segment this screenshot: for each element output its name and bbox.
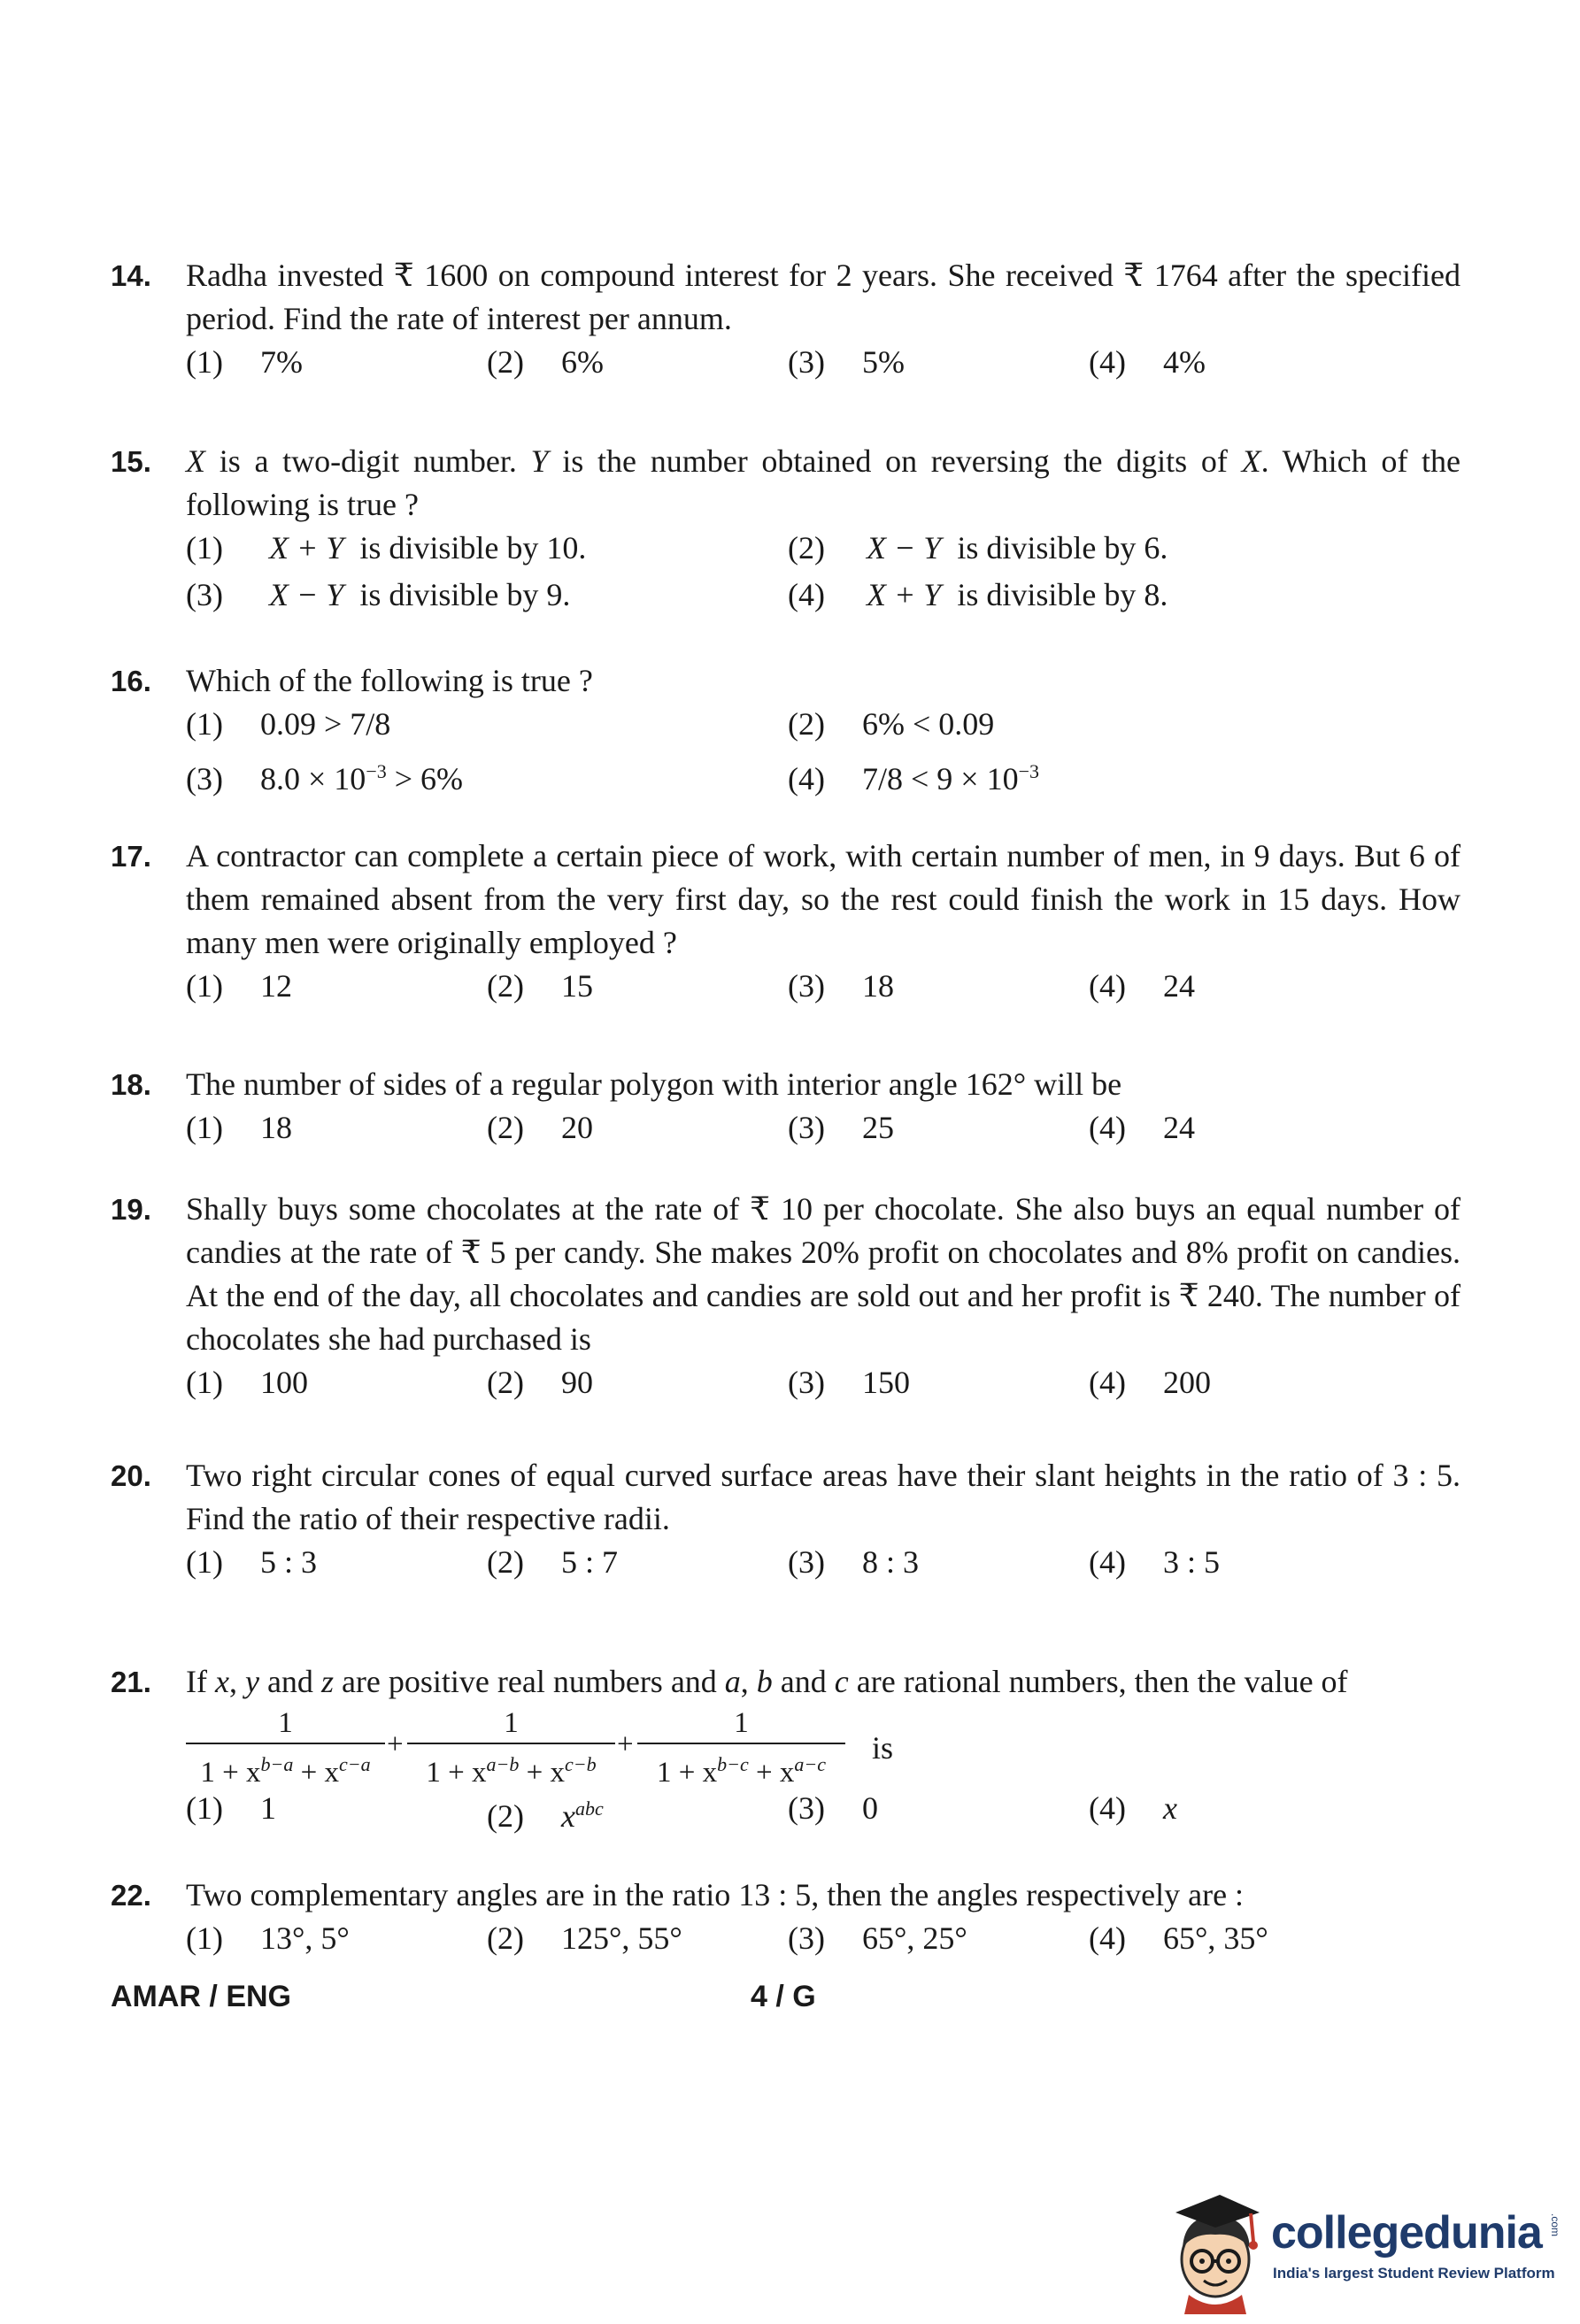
question-text: Two complementary angles are in the ratio 13 : 5, then the angles respectively are : <box>186 1877 1245 1912</box>
option-1: (1) 18 <box>186 1110 292 1145</box>
option-3: (3) 25 <box>788 1110 894 1145</box>
option-3: (3) $8.0 \times 10^{-3} > 6\%$ <box>186 760 464 796</box>
option-4: (4) 65°, 35° <box>1089 1920 1268 1956</box>
options-row <box>186 341 1461 388</box>
question-text: If x, y and z are positive real numbers and a, b and c are rational numbers, then the value of <box>186 1664 1348 1699</box>
question-number: 14. <box>111 259 151 292</box>
footer-code: AMAR / ENG <box>111 1980 291 2013</box>
options-row <box>186 750 1461 796</box>
options-row <box>186 1787 1461 1834</box>
question-text: A contractor can complete a certain piece of work, with certain number of men, in 9 days. But 6 of them remained absent from the very first day, so the rest could finish the work in 15 days. How many men were originally employed ? <box>186 838 1461 960</box>
option-3: (3) 150 <box>788 1365 910 1400</box>
option-3: (3) 0 <box>788 1790 878 1826</box>
option-1: (1) X + Y is divisible by 10. <box>186 530 587 566</box>
option-1: (1) 5 : 3 <box>186 1544 318 1580</box>
options-row <box>186 1541 1461 1588</box>
options-row <box>186 1106 1461 1153</box>
question-18 <box>111 1063 1461 1153</box>
options-row <box>186 573 1461 620</box>
question-number: 22. <box>111 1879 151 1912</box>
collegedunia-logo[interactable] <box>1167 2182 1565 2314</box>
logo-wordmark: collegedunia <box>1271 2207 1542 2259</box>
question-number: 17. <box>111 840 151 873</box>
option-4: (4) X + Y is divisible by 8. <box>788 577 1168 612</box>
option-4: (4) 3 : 5 <box>1089 1544 1221 1580</box>
logo-domain: .com <box>1549 2213 1561 2237</box>
question-text: Shally buys some chocolates at the rate of ₹ 10 per chocolate. She also buys an equal number of candies at the rate of ₹ 5 per candy. She makes 20% profit on chocolates and 8% profit on candies. At the end of the day, all chocolates and candies are sold out and her profit is ₹ 240. The number of chocolates she had purchased is <box>186 1191 1461 1357</box>
option-2: (2) 5 : 7 <box>487 1544 619 1580</box>
question-number: 19. <box>111 1193 151 1226</box>
option-3: (3) 8 : 3 <box>788 1544 920 1580</box>
question-19 <box>111 1188 1461 1408</box>
fraction-1: 1 $1 + x^{b-a} + x^{c-a}$ <box>186 1704 385 1793</box>
page-number: 4 / G <box>751 1980 816 2013</box>
question-17 <box>111 835 1461 1012</box>
question-number: 18. <box>111 1068 151 1101</box>
options-row <box>186 703 1461 750</box>
option-2: (2) X − Y is divisible by 6. <box>788 530 1168 566</box>
options-row <box>186 1917 1461 1964</box>
option-2: (2) 15 <box>487 968 593 1004</box>
option-4: (4) x <box>1089 1790 1177 1826</box>
option-4: (4) 24 <box>1089 1110 1195 1145</box>
question-text: Which of the following is true ? <box>186 663 593 698</box>
option-1: (1) 1 <box>186 1790 276 1826</box>
expression-tail: is <box>872 1730 894 1766</box>
question-15 <box>111 440 1461 620</box>
plus-sign: + <box>617 1728 634 1760</box>
option-2: (2) 6% <box>487 344 604 380</box>
question-14 <box>111 254 1461 388</box>
question-21 <box>111 1660 1461 1834</box>
mascot-icon <box>1167 2182 1264 2314</box>
option-2: (2) 125°, 55° <box>487 1920 682 1956</box>
option-1: (1) 0.09 > 7/8 <box>186 706 391 742</box>
question-text: Radha invested ₹ 1600 on compound interest for 2 years. She received ₹ 1764 after the specified period. Find the rate of interest per annum. <box>186 258 1461 336</box>
question-text: X is a two-digit number. Y is the number obtained on reversing the digits of X. Which of the following is true ? <box>186 443 1461 522</box>
option-4: (4) $7/8 < 9 \times 10^{-3}$ <box>788 760 1040 796</box>
question-20 <box>111 1454 1461 1588</box>
options-row <box>186 527 1461 573</box>
option-3: (3) 5% <box>788 344 905 380</box>
options-row <box>186 1361 1461 1408</box>
option-1: (1) 100 <box>186 1365 308 1400</box>
question-number: 21. <box>111 1666 151 1698</box>
option-3: (3) X − Y is divisible by 9. <box>186 577 571 612</box>
fraction-3: 1 $1 + x^{b-c} + x^{a-c}$ <box>637 1704 845 1793</box>
question-number: 16. <box>111 665 151 697</box>
question-16 <box>111 659 1461 796</box>
option-1: (1) 13°, 5° <box>186 1920 350 1956</box>
option-4: (4) 4% <box>1089 344 1206 380</box>
option-2: (2) 20 <box>487 1110 593 1145</box>
question-number: 20. <box>111 1459 151 1492</box>
option-4: (4) 24 <box>1089 968 1195 1004</box>
question-text: The number of sides of a regular polygon with interior angle 162° will be <box>186 1066 1122 1102</box>
options-row <box>186 965 1461 1012</box>
plus-sign: + <box>387 1728 404 1760</box>
option-1: (1) 12 <box>186 968 292 1004</box>
option-4: (4) 200 <box>1089 1365 1211 1400</box>
option-1: (1) 7% <box>186 344 303 380</box>
fraction-2: 1 $1 + x^{a-b} + x^{c-b}$ <box>407 1704 615 1793</box>
option-2: (2) 6% < 0.09 <box>788 706 995 742</box>
option-3: (3) 65°, 25° <box>788 1920 967 1956</box>
option-3: (3) 18 <box>788 968 894 1004</box>
option-2: (2) 90 <box>487 1365 593 1400</box>
logo-tagline: India's largest Student Review Platform <box>1273 2265 1555 2282</box>
question-number: 15. <box>111 445 151 478</box>
option-2: (2) $x^{abc}$ <box>487 1797 604 1834</box>
question-text: Two right circular cones of equal curved surface areas have their slant heights in the ratio of 3 : 5. Find the ratio of their respective radii. <box>186 1458 1461 1536</box>
question-22 <box>111 1874 1461 1964</box>
